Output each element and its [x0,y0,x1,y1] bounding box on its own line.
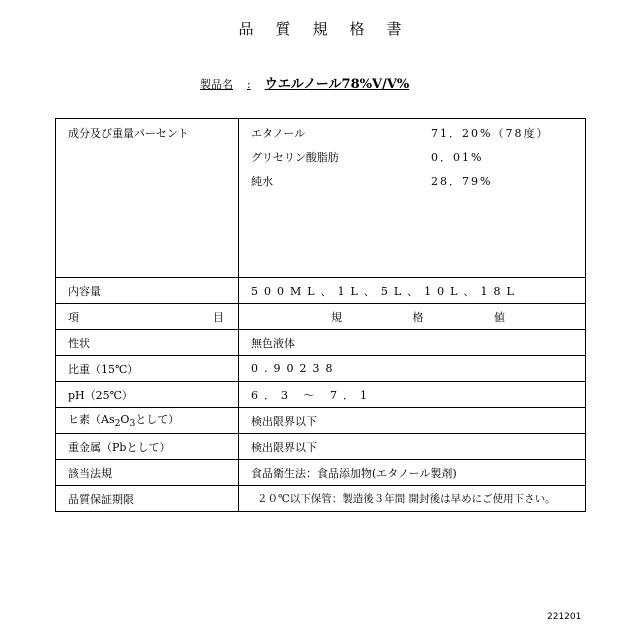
row-value: 6．3 ～ 7．1 [239,382,586,408]
composition-item-value: 28．79% [431,175,493,188]
composition-item-name: グリセリン酸脂肪 [251,151,339,164]
header-row [56,304,586,330]
row-value: 食品衛生法：食品添加物(エタノール製剤) [239,460,586,486]
row-label: 重金属（Pbとして） [56,434,239,460]
row-label [56,408,239,434]
composition-item-name: 純水 [251,175,273,188]
composition-item-name: エタノール [251,127,306,140]
row-label-subscript: 2 [114,418,121,430]
row-label: 品質保証期限 [56,486,239,512]
composition-item-value: 71．20%（78度） [431,127,550,140]
product-line [200,73,409,92]
document-code: 221201 [547,612,582,622]
row-value: 検出限界以下 [239,434,586,460]
row-value: 検出限界以下 [239,408,586,434]
header-spec-b: 格 [412,310,424,324]
product-name: ウエルノール78%V/V% [264,77,410,92]
content-label: 内容量 [56,278,239,304]
product-label: 製品名 [200,78,233,91]
header-item-a: 項 [68,310,79,324]
composition-item [251,125,585,149]
content-row [56,278,586,304]
composition-item-value: 0．01% [431,151,484,164]
row-label-part: として） [135,413,180,427]
header-spec-a: 規 [331,310,342,324]
header-spec-c: 値 [494,310,505,324]
header-spec [239,304,586,330]
spec-table [55,118,586,512]
document-title: 品質規格書 [238,20,424,38]
row-label: 該当法規 [56,460,239,486]
composition-values [239,119,586,278]
row-value: ２０℃以下保管：製造後３年間 開封後は早めにご使用下さい。 [239,486,586,512]
composition-label: 成分及び重量パーセント [56,119,239,278]
header-item-b: 目 [213,310,224,324]
table-row [56,434,586,460]
row-label-part: O [120,413,130,427]
table-row [56,382,586,408]
composition-item [251,149,585,173]
table-row [56,330,586,356]
header-item [56,304,239,330]
table-row [56,460,586,486]
table-row [56,356,586,382]
row-value: 無色液体 [239,330,586,356]
row-label-part: ヒ素（As [68,413,115,427]
table-row [56,408,586,434]
content-value: 500ML、1L、5L、10L、18L [239,278,586,304]
row-value: 0.90238 [239,356,586,382]
row-label: 性状 [56,330,239,356]
table-row [56,486,586,512]
composition-row [56,119,586,278]
row-label: pH（25℃） [56,382,239,408]
row-label-subscript: 3 [129,418,136,430]
composition-item [251,173,585,197]
product-colon: : [247,78,251,91]
row-label: 比重（15℃） [56,356,239,382]
